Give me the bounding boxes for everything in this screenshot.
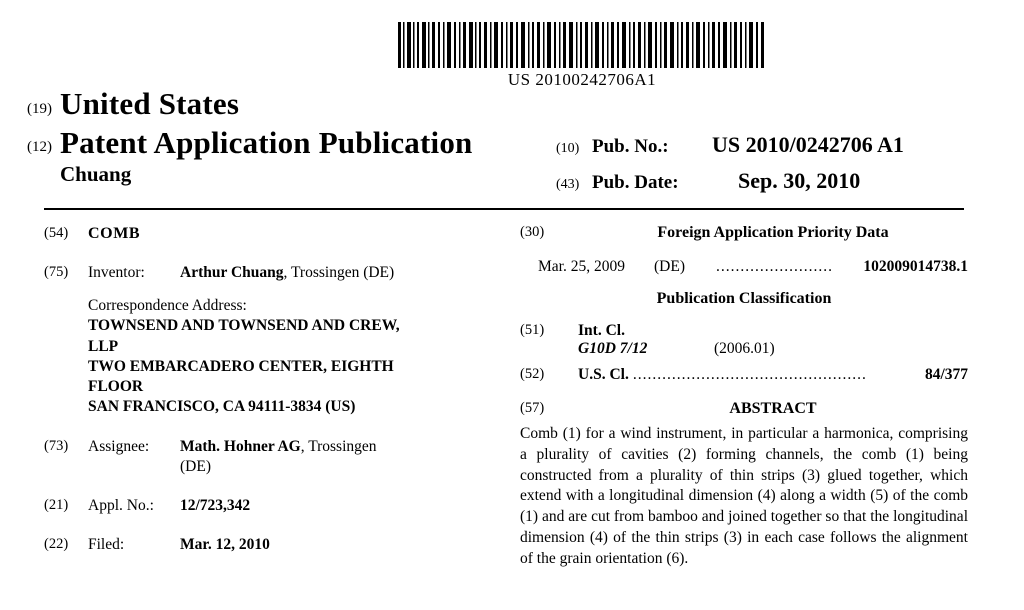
appl-no-value: 12/723,342 [180,496,251,514]
us-cl-label: U.S. Cl. [578,366,629,383]
assignee-label: Assignee: [88,438,150,456]
priority-data-row [538,258,968,276]
pub-date-label: Pub. Date: [592,172,679,193]
correspondence-line-2: LLP [88,337,119,355]
publication-classification-heading: Publication Classification [656,290,832,307]
inventor-location: , Trossingen (DE) [283,264,395,282]
page-title-doc-type: Patent Application Publication [60,124,473,160]
barcode-number: US 20100242706A1 [507,70,657,89]
publication-meta [556,132,976,204]
us-cl-tag: (52) [520,366,545,382]
inventor-field [44,263,514,283]
us-cl-body [578,366,968,384]
pub-no-row [556,132,976,158]
appl-no-field [44,496,514,516]
right-column [520,224,968,569]
us-cl-leader-dots: ................................................ [632,366,867,383]
inventor-label: Inventor: [88,264,145,282]
correspondence-line-1: TOWNSEND AND TOWNSEND AND CREW, [88,317,400,335]
doc-type-tag: (12) [27,139,52,156]
us-cl-value: 84/377 [924,366,968,383]
pub-no-value: US 2010/0242706 A1 [712,132,904,157]
int-cl-label: Int. Cl. [578,322,625,339]
int-cl-tag: (51) [520,322,545,338]
filed-value: Mar. 12, 2010 [180,535,270,553]
inventor-tag: (75) [44,264,69,281]
correspondence-line-5: SAN FRANCISCO, CA 94111-3834 (US) [88,398,356,415]
foreign-priority-tag: (30) [520,224,545,240]
abstract-heading: ABSTRACT [729,400,817,417]
filed-tag: (22) [44,535,69,552]
int-cl-code: G10D 7/12 [578,340,648,357]
inventor-value [180,263,514,283]
priority-number: 102009014738.1 [863,258,968,275]
country-row [0,88,1024,121]
inventor-name: Arthur Chuang [180,264,284,282]
priority-date: Mar. 25, 2009 [538,258,625,275]
assignee-country: (DE) [180,457,211,475]
assignee-tag: (73) [44,438,69,455]
header-divider [44,208,964,210]
pub-no-tag: (10) [556,141,580,156]
foreign-priority-heading-row [520,224,968,242]
pub-no-label: Pub. No.: [592,136,669,157]
abstract-text: Comb (1) for a wind instrument, in particular a harmonica, comprising a plurality of cavities (2) forming channels, the comb (1) being constructed from a plurality of thin strips (3) glued together, which extend with a longitudinal dimension (4) along a width (5) of the comb (1) and are cut from bamboo and joined together so that the longitudinal dimension (4) of the thin strips (3) in each case follows the alignment of the grain orientation (6). [520,425,968,567]
abstract-tag: (57) [520,400,545,416]
page-title-country: United States [60,86,240,121]
appl-no-tag: (21) [44,496,69,513]
correspondence-address [88,296,514,417]
author-name: Chuang [60,162,132,187]
title-tag: (54) [44,225,69,241]
correspondence-heading: Correspondence Address: [88,297,247,315]
correspondence-line-3: TWO EMBARCADERO CENTER, EIGHTH [88,357,394,375]
pub-date-row [556,168,976,194]
appl-no-label: Appl. No.: [88,496,154,514]
barcode-icon [396,22,768,68]
assignee-location: , Trossingen [300,438,377,456]
assignee-name: Math. Hohner AG [180,438,301,456]
abstract-heading-row [520,400,968,418]
int-cl-row [520,322,968,358]
int-cl-version: (2006.01) [714,340,775,357]
country-tag: (19) [27,100,52,117]
int-cl-body [578,322,968,358]
priority-leader-dots: ........................ [716,258,833,275]
int-cl-line [578,340,968,358]
pub-date-tag: (43) [556,177,580,192]
assignee-field [44,437,514,477]
correspondence-line-4: FLOOR [88,377,144,395]
priority-country-code: (DE) [654,258,685,275]
assignee-value [180,437,514,477]
title-field [44,224,514,244]
barcode-block [396,22,768,90]
filed-label: Filed: [88,535,125,553]
invention-title: COMB [88,225,141,242]
pub-date-value: Sep. 30, 2010 [738,168,861,193]
foreign-priority-heading: Foreign Application Priority Data [657,224,889,241]
filed-field [44,535,514,555]
left-column [44,224,514,573]
us-cl-row [520,366,968,384]
